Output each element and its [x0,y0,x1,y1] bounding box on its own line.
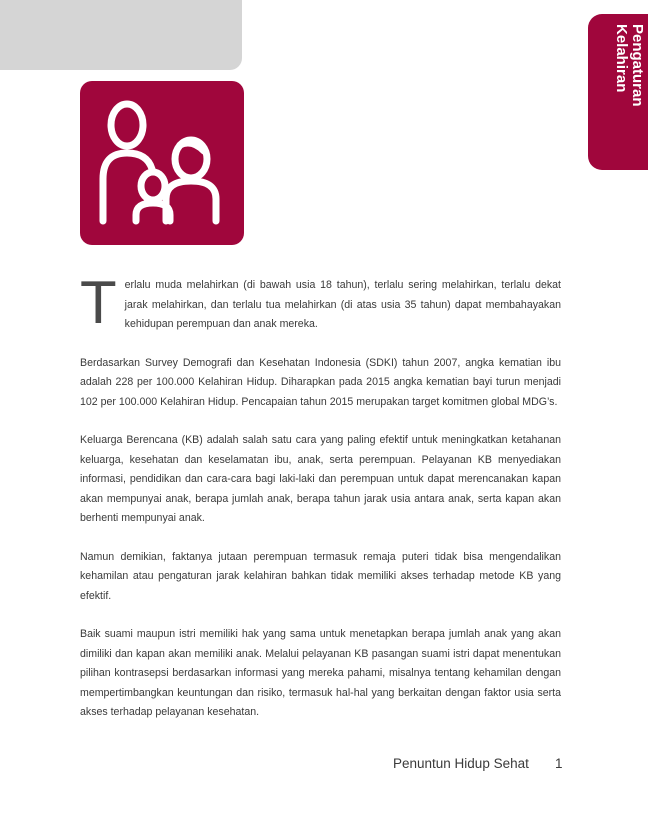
paragraph-rights: Baik suami maupun istri memiliki hak yang sama untuk menetapkan berapa jumlah anak yang akan dimiliki dan kapan akan memiliki anak. Melalui pelayanan KB pasangan suami istri dapat menentukan pilihan kontrasepsi berdasarkan informasi yang mereka pahami, misalnya tentang kehamilan dengan mempertimbangkan keuntungan dan risiko, termasuk hal-hal yang berkaitan dengan faktor usia serta akses terhadap pelayanan kesehatan. [80,628,561,718]
chapter-logo [80,81,244,245]
paragraph-kb: Keluarga Berencana (KB) adalah salah satu cara yang paling efektif untuk meningkatkan ketahanan keluarga, kesehatan dan keselamatan ibu, anak, serta perempuan. Pelayanan KB menyediakan informasi, pendidikan dan cara-cara bagi laki-laki dan perempuan untuk dapat merencanakan kapan akan mempunyai anak, berapa jumlah anak, berapa tahun jarak usia antara anak, serta kapan akan berhenti mempunyai anak. [80,434,561,524]
drop-cap: T [80,269,117,336]
chapter-side-tab [588,14,648,170]
paragraph-access: Namun demikian, faktanya jutaan perempuan termasuk remaja puteri tidak bisa mengendalikan kehamilan atau pengaturan jarak kelahiran bahkan tidak memiliki akses terhadap metode KB yang efektif. [80,550,561,602]
article-body [80,269,561,742]
footer-book-title: Penuntun Hidup Sehat [393,756,529,771]
paragraph-sdki: Berdasarkan Survey Demografi dan Kesehatan Indonesia (SDKI) tahun 2007, angka kematian ibu adalah 228 per 100.000 Kelahiran Hidup. Diharapkan pada 2015 angka kematian bayi turun menjadi 102 per 100.000 Kelahiran Hidup. Pencapaian tahun 2015 merupakan target komitmen global MDG’s. [80,356,561,408]
intro-text: erlalu muda melahirkan (di bawah usia 18 tahun), terlalu sering melahirkan, terlalu dekat jarak melahirkan, dan terlalu tua melahirkan (di atas usia 35 tahun) dapat membahayakan kehidupan perempuan dan anak mereka. [124,279,561,330]
family-icon [80,81,244,245]
page-number: 1 [555,756,563,771]
top-header-tab [0,0,242,70]
chapter-side-tab-label: Pengaturan Kelahiran [613,24,646,107]
intro-paragraph [80,269,561,336]
